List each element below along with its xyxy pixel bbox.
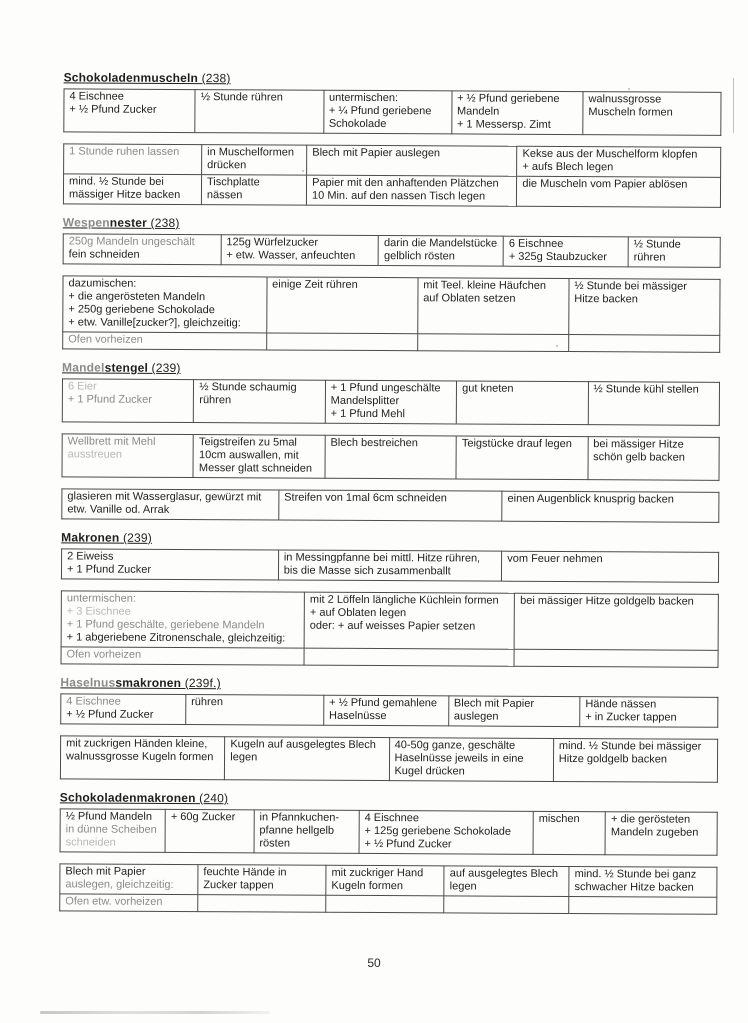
cell-text-line: glasieren mit Wasserglasur, gewürzt mit etw. Vanille od. Arrak: [67, 490, 262, 516]
table-cell: [195, 90, 323, 134]
scan-speck-artifact: [302, 170, 304, 172]
cell-text-line: + ½ Pfund Zucker: [66, 708, 154, 721]
table-cell: [307, 145, 517, 176]
table-cell: [517, 146, 721, 177]
table-cell: [502, 551, 719, 582]
recipe-step-table: [63, 233, 721, 267]
cell-text-line: Kekse aus der Muschelform klopfen + aufs Blech legen: [522, 147, 698, 174]
recipe-step-table: [60, 735, 718, 782]
cell-text-line: Blech mit Papier: [65, 865, 146, 878]
cell-text-line: 6 Eier: [67, 380, 97, 393]
cell-text-line: Blech mit Papier auslegen: [312, 146, 441, 160]
cell-text-line: Ofen vorheizen: [68, 333, 143, 346]
cell-text-line: + 60g Zucker: [170, 810, 236, 824]
recipe-title-faded-part: Wespen: [62, 215, 110, 230]
cell-text-line: ½ Stunde schaumig rühren: [199, 381, 297, 407]
table-cell: [61, 591, 304, 648]
table-cell: [60, 809, 165, 853]
recipe-title: [63, 215, 721, 232]
cell-text-line: Kugeln auf ausgelegtes Blech legen: [230, 738, 376, 764]
table-cell: [456, 436, 588, 480]
table-cell: [569, 279, 720, 336]
table-cell: [186, 695, 324, 726]
recipe-page-ref: (238): [147, 215, 180, 230]
table-cell: [583, 92, 721, 136]
table-cell: [254, 810, 359, 854]
recipe-step-table: [61, 548, 719, 582]
scan-speck-artifact: [628, 88, 630, 90]
cell-text-line: 4 Eischnee: [66, 695, 121, 708]
table-cell: [448, 696, 580, 727]
table-cell: [198, 865, 326, 896]
cell-text-line: Teigstücke drauf legen: [461, 437, 572, 451]
recipe-step-table: [62, 275, 720, 352]
table-cell: [456, 381, 588, 425]
table-cell: [193, 435, 325, 479]
table-cell: [279, 490, 503, 521]
cell-text-line: in Muschelformen drücken: [207, 146, 295, 172]
cell-text-line: dazumischen: + die angerösteten Mandeln + 250g geriebene Schokolade + etw. Vanille[zucker?], gleichzeitig:: [68, 277, 241, 330]
cell-text-line: auf ausgelegtes Blech legen: [449, 867, 559, 893]
cell-text-line: mind. ½ Stunde bei mässiger Hitze goldgelb backen: [558, 739, 702, 766]
cell-text-line: 40-50g ganze, geschälte Haselnüsse jeweils in eine Kugel drücken: [394, 739, 524, 778]
table-cell: [304, 648, 514, 666]
table-row: [61, 591, 718, 650]
table-cell: [359, 810, 533, 854]
table-row: [64, 89, 721, 135]
table-cell: [451, 91, 583, 135]
cell-text-line: + ½ Pfund geriebene Mandeln + 1 Messersp. Zimt: [456, 92, 560, 131]
table-cell: [533, 811, 605, 854]
table-cell: [444, 866, 569, 897]
cell-text-line: + die gerösteten Mandeln zugeben: [610, 813, 699, 839]
cell-text-line: + 1 Pfund geschälte, geriebene Mandeln: [66, 618, 265, 632]
table-cell: [63, 234, 221, 265]
cell-text-line: mind. ½ Stunde bei mässiger Hitze backen: [68, 175, 181, 201]
table-cell: [266, 277, 417, 334]
cell-text-line: gut kneten: [462, 382, 514, 395]
table-cell: [553, 738, 717, 782]
cell-text-line: auslegen, gleichzeitig:: [65, 878, 174, 891]
table-cell: [323, 695, 448, 726]
cell-text-line: + ½ Pfund gemahlene Haselnüsse: [329, 696, 438, 723]
cell-text-line: + 1 Pfund Zucker: [67, 393, 153, 406]
recipe-title-faded-part: Haselnus: [60, 675, 116, 690]
table-cell: [278, 550, 502, 581]
table-cell: [198, 895, 326, 913]
table-cell: [325, 435, 457, 479]
table-subrow: [60, 894, 717, 914]
cell-text-line: mit zuckriger Hand Kugeln formen: [331, 866, 424, 893]
table-row: [60, 736, 717, 782]
recipe-step-table: [61, 590, 719, 667]
table-cell: [225, 737, 389, 781]
table-cell: [628, 237, 720, 267]
cell-text-line: darin die Mandelstücke gelblich rösten: [383, 237, 498, 263]
table-row: [63, 234, 720, 267]
recipe-page-ref: (239): [148, 360, 181, 375]
table-cell: [389, 738, 553, 782]
recipe-title: [60, 675, 718, 692]
table-cell: [517, 176, 721, 207]
cell-text-line: ausstreuen: [67, 448, 123, 461]
cell-text-line: schneiden: [65, 836, 116, 849]
table-cell: [61, 647, 304, 665]
table-cell: [326, 895, 444, 913]
cell-text-line: mind. ½ Stunde bei ganz schwacher Hitze backen: [574, 868, 697, 894]
table-cell: [514, 593, 718, 650]
table-cell: [588, 437, 720, 481]
cell-text-line: Wellbrett mit Mehl: [67, 435, 156, 448]
cell-text-line: ½ Stunde rühren: [200, 91, 283, 104]
table-cell: [502, 491, 719, 522]
scan-smudge-artifact: [40, 1011, 270, 1014]
table-cell: [304, 592, 515, 649]
table-cell: [63, 332, 267, 350]
cell-text-line: 250g Mandeln ungeschält: [68, 235, 195, 249]
cell-text-line: in Messingpfanne bei mittl. Hitze rühren, bis die Masse sich zusammenballt: [283, 551, 481, 578]
table-cell: [63, 276, 267, 333]
cell-text-line: bei mässiger Hitze goldgelb backen: [520, 594, 694, 608]
table-cell: [569, 867, 717, 898]
cell-text-line: in Pfannkuchen- pfanne hellgelb rösten: [259, 811, 340, 850]
recipe-section: [61, 360, 720, 522]
recipe-step-table: [59, 863, 717, 914]
cell-text-line: mit zuckrigen Händen kleine, walnussgrosse Kugeln formen: [66, 737, 214, 764]
cell-text-line: bei mässiger Hitze schön gelb backen: [593, 438, 685, 464]
cell-text-line: + 1 abgeriebene Zitronenschale, gleichzeitig:: [66, 631, 286, 645]
table-cell: [61, 694, 186, 725]
cell-text-line: mit 2 Löffeln längliche Küchlein formen + auf Oblaten legen oder: + auf weisses Papier setzen: [309, 593, 499, 633]
cell-text-line: untermischen:: [66, 592, 136, 605]
recipe-page-ref: (240): [195, 791, 229, 806]
table-subrow: [63, 332, 720, 352]
cell-text-line: ½ Stunde rühren: [633, 238, 681, 264]
table-row: [61, 549, 718, 582]
table-cell: [418, 278, 569, 335]
cell-text-line: fein schneiden: [68, 248, 140, 261]
recipe-title-text: nester: [109, 215, 148, 230]
table-cell: [60, 894, 198, 912]
recipe-title: [60, 790, 718, 807]
recipe-page-ref: (239f.): [181, 676, 221, 691]
table-row: [62, 434, 719, 480]
table-row: [62, 379, 719, 425]
recipe-step-table: [60, 693, 718, 727]
table-cell: [266, 333, 417, 351]
table-cell: [62, 489, 279, 520]
table-cell: [580, 697, 718, 728]
cell-text-line: untermischen: + ¼ Pfund geriebene Schokolade: [328, 91, 432, 131]
cell-text-line: 4 Eischnee + ½ Pfund Zucker: [69, 90, 157, 116]
table-row: [60, 809, 717, 855]
cell-text-line: Papier mit den anhaftenden Plätzchen 10 Min. auf den nassen Tisch legen: [312, 176, 499, 203]
scan-line-artifact: [733, 78, 734, 133]
table-cell: [62, 379, 194, 423]
recipe-step-table: [62, 378, 720, 425]
cell-text-line: + 1 Pfund ungeschälte Mandelsplitter + 1 Pfund Mehl: [330, 381, 441, 421]
cell-text-line: ½ Stunde bei mässiger Hitze backen: [574, 280, 687, 306]
table-cell: [62, 434, 194, 478]
recipe-title: [64, 70, 722, 87]
cell-text-line: in dünne Scheiben: [65, 823, 157, 836]
recipe-step-table: [63, 143, 721, 207]
table-cell: [323, 90, 451, 134]
cell-text-line: walnussgrosse Muscheln formen: [588, 93, 673, 119]
cell-text-line: Ofen etw. vorheizen: [65, 895, 163, 908]
cell-text-line: 4 Eischnee + 125g geriebene Schokolade + ½ Pfund Zucker: [364, 811, 512, 851]
table-cell: [417, 334, 568, 352]
cell-text-line: ½ Pfund Mandeln: [65, 810, 152, 823]
table-cell: [514, 649, 718, 667]
table-row: [62, 489, 719, 522]
recipe-section: [59, 790, 718, 914]
table-cell: [165, 809, 254, 852]
recipe-title-text: stengel: [104, 360, 149, 375]
table-cell: [221, 235, 379, 266]
cell-text-line: 6 Eischnee + 325g Staubzucker: [508, 237, 608, 264]
table-cell: [201, 175, 306, 206]
recipe-page-ref: (238): [198, 71, 231, 86]
table-row: [61, 694, 718, 727]
table-subrow: [61, 647, 718, 667]
table-cell: [64, 144, 202, 175]
recipe-step-table: [60, 808, 718, 855]
table-cell: [588, 382, 720, 426]
cell-text-line: feuchte Hände in Zucker tappen: [203, 866, 287, 892]
table-cell: [60, 864, 198, 895]
table-cell: [605, 812, 717, 856]
cell-text-line: Teigstreifen zu 5mal 10cm auswallen, mit Messer glatt schneiden: [198, 436, 313, 475]
table-row: [63, 174, 720, 207]
table-cell: [378, 236, 503, 267]
recipe-title-text: smakronen: [115, 675, 182, 690]
cell-text-line: mit Teel. kleine Häufchen auf Oblaten setzen: [423, 279, 547, 305]
cell-text-line: 1 Stunde ruhen lassen: [69, 145, 180, 158]
table-cell: [569, 897, 717, 915]
cell-text-line: 2 Eiweiss + 1 Pfund Zucker: [66, 550, 152, 576]
recipe-step-table: [61, 488, 719, 522]
recipe-section: [63, 70, 722, 207]
cell-text-line: Ofen vorheizen: [66, 648, 142, 661]
recipe-title: [61, 530, 719, 547]
cell-text-line: Streifen von 1mal 6cm schneiden: [284, 491, 447, 505]
table-row: [64, 144, 721, 177]
table-cell: [326, 865, 444, 896]
cell-text-line: einige Zeit rühren: [272, 278, 358, 291]
table-cell: [503, 236, 628, 267]
scan-speck-artifact: [556, 345, 558, 347]
table-cell: [202, 145, 307, 176]
table-cell: [444, 896, 569, 914]
table-cell: [569, 335, 720, 353]
cell-text-line: Blech bestreichen: [330, 436, 418, 450]
recipe-title-text: Schokoladenmakronen: [59, 790, 196, 806]
recipe-step-table: [63, 88, 721, 135]
table-row: [60, 864, 717, 897]
cell-text-line: Blech mit Papier auslegen: [453, 697, 535, 723]
recipe-title-faded-part: Mandel: [62, 360, 105, 375]
recipe-page-ref: (239): [119, 530, 153, 545]
cell-text-line: einen Augenblick knusprig backen: [507, 492, 674, 506]
cell-text-line: ½ Stunde kühl stellen: [593, 383, 699, 396]
cell-text-line: mischen: [538, 812, 580, 826]
page-number: 50: [367, 956, 381, 970]
recipe-title-text: Schokoladenmuscheln: [63, 70, 199, 86]
recipe-title-text: Makronen: [61, 530, 120, 545]
recipe-section: [60, 675, 719, 782]
table-cell: [194, 380, 326, 424]
cell-text-line: Hände nässen + in Zucker tappen: [585, 698, 677, 724]
table-cell: [60, 736, 224, 780]
cell-text-line: die Muscheln vom Papier ablösen: [522, 177, 688, 191]
cell-text-line: rühren: [191, 696, 223, 709]
table-cell: [325, 380, 457, 424]
cell-text-line: 125g Würfelzucker + etw. Wasser, anfeuchten: [226, 236, 356, 262]
recipe-section: [61, 530, 720, 667]
table-cell: [61, 549, 278, 580]
cell-text-line: Tischplatte nässen: [206, 176, 260, 202]
table-cell: [64, 89, 196, 133]
table-row: [63, 276, 720, 335]
cell-text-line: + 3 Eischnee: [66, 605, 131, 618]
recipe-section: [62, 215, 721, 352]
recipe-title: [62, 360, 720, 377]
table-cell: [63, 174, 201, 205]
table-cell: [307, 175, 517, 206]
cell-text-line: vom Feuer nehmen: [507, 552, 603, 566]
recipe-step-table: [61, 433, 719, 480]
